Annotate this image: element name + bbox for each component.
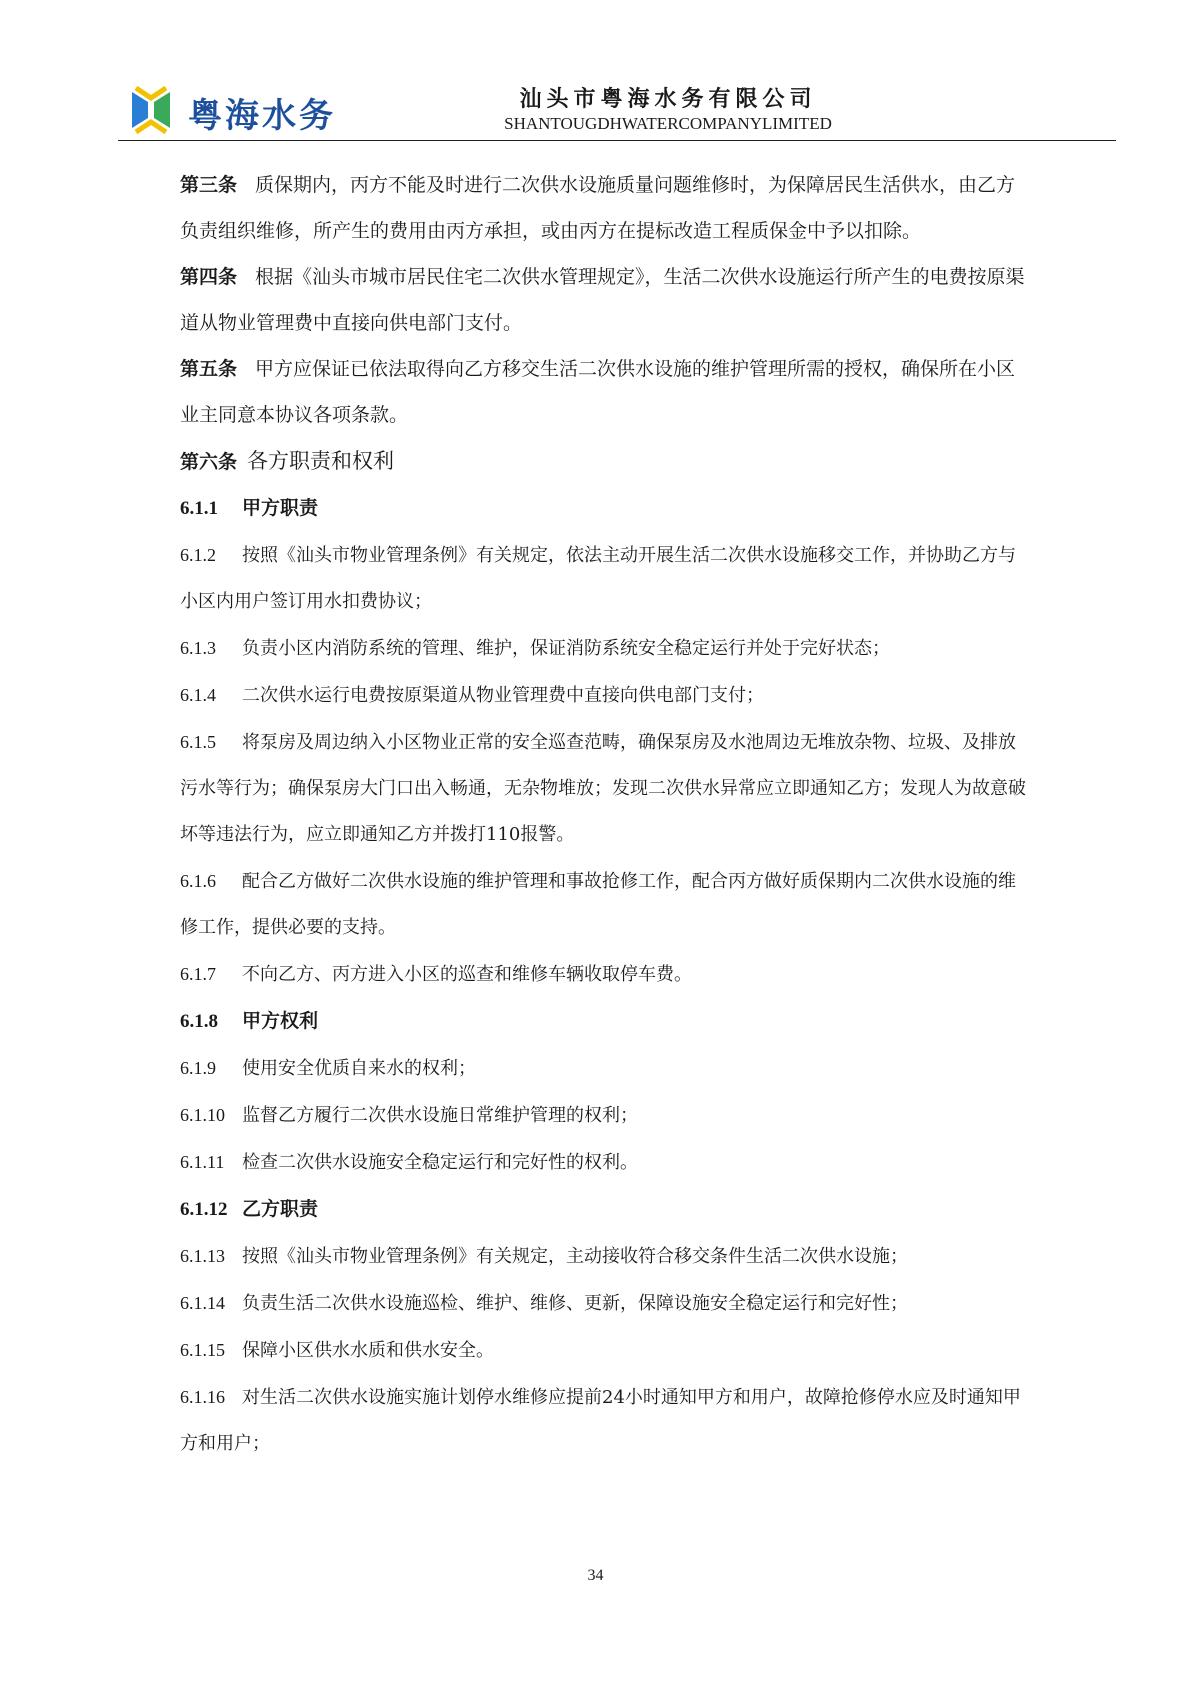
item-text: 保障小区供水水质和供水安全。 xyxy=(242,1340,494,1361)
item-number: 6.1.12 xyxy=(180,1199,228,1220)
item-text: 按照《汕头市物业管理条例》有关规定，主动接收符合移交条件生活二次供水设施； xyxy=(242,1246,908,1267)
list-item xyxy=(180,719,1030,858)
item-number: 6.1.9 xyxy=(180,1058,216,1078)
article-title: 各方职责和权利 xyxy=(247,449,395,473)
logo-text: 粤海水务 xyxy=(188,96,336,136)
item-text: 按照《汕头市物业管理条例》有关规定，依法主动开展生活二次供水设施移交工作，并协助乙方与小区内用户签订用水扣费协议； xyxy=(180,545,1016,612)
item-text: 将泵房及周边纳入小区物业正常的安全巡查范畴，确保泵房及水池周边无堆放杂物、垃圾、及排放污水等行为；确保泵房大门口出入畅通，无杂物堆放；发现二次供水异常应立即通知乙方；发现人为故意破坏等违法行为，应立即通知乙方并拨打110报警。 xyxy=(180,732,1026,845)
item-text: 不向乙方、丙方进入小区的巡查和维修车辆收取停车费。 xyxy=(242,964,692,985)
item-number: 6.1.1 xyxy=(180,498,218,519)
list-item xyxy=(180,1139,1030,1186)
document-body xyxy=(180,162,1030,1467)
item-number: 6.1.3 xyxy=(180,638,216,658)
list-item xyxy=(180,1045,1030,1092)
item-number: 6.1.14 xyxy=(180,1293,225,1313)
item-text: 对生活二次供水设施实施计划停水维修应提前24小时通知甲方和用户，故障抢修停水应及时通知甲方和用户； xyxy=(180,1387,1021,1454)
list-item xyxy=(180,625,1030,672)
item-number: 6.1.7 xyxy=(180,964,216,984)
item-number: 6.1.4 xyxy=(180,685,216,705)
article-text: 甲方应保证已依法取得向乙方移交生活二次供水设施的维护管理所需的授权，确保所在小区业主同意本协议各项条款。 xyxy=(180,358,1016,426)
section-heading xyxy=(180,1186,1030,1233)
list-item xyxy=(180,1280,1030,1327)
article-label: 第四条 xyxy=(180,266,238,288)
item-number: 6.1.6 xyxy=(180,871,216,891)
item-text: 乙方职责 xyxy=(242,1198,319,1220)
list-item xyxy=(180,1374,1030,1467)
item-number: 6.1.5 xyxy=(180,732,216,752)
article-text: 质保期内，丙方不能及时进行二次供水设施质量问题维修时，为保障居民生活供水，由乙方负责组织维修，所产生的费用由丙方承担，或由丙方在提标改造工程质保金中予以扣除。 xyxy=(180,174,1016,242)
item-text: 监督乙方履行二次供水设施日常维护管理的权利； xyxy=(242,1105,638,1126)
list-item xyxy=(180,858,1030,951)
list-item xyxy=(180,1092,1030,1139)
company-name-en: SHANTOUGDHWATERCOMPANYLIMITED xyxy=(504,114,832,133)
item-text: 甲方权利 xyxy=(242,1010,319,1032)
article-4 xyxy=(180,254,1030,346)
item-text: 检查二次供水设施安全稳定运行和完好性的权利。 xyxy=(242,1152,638,1173)
header-divider xyxy=(118,140,1116,141)
item-number: 6.1.10 xyxy=(180,1105,225,1125)
article-6 xyxy=(180,438,1030,485)
item-text: 二次供水运行电费按原渠道从物业管理费中直接向供电部门支付； xyxy=(242,685,764,706)
item-number: 6.1.15 xyxy=(180,1340,225,1360)
section-heading xyxy=(180,998,1030,1045)
item-number: 6.1.13 xyxy=(180,1246,225,1266)
page-header xyxy=(118,78,1116,140)
item-number: 6.1.8 xyxy=(180,1011,218,1032)
item-number: 6.1.16 xyxy=(180,1387,225,1407)
page-number: 34 xyxy=(587,1567,604,1584)
list-item xyxy=(180,672,1030,719)
article-3 xyxy=(180,162,1030,254)
company-logo-icon xyxy=(128,84,174,136)
article-text: 根据《汕头市城市居民住宅二次供水管理规定》，生活二次供水设施运行所产生的电费按原渠道从物业管理费中直接向供电部门支付。 xyxy=(180,266,1025,334)
article-label: 第六条 xyxy=(180,451,238,473)
item-text: 负责生活二次供水设施巡检、维护、维修、更新，保障设施安全稳定运行和完好性； xyxy=(242,1293,908,1314)
item-text: 甲方职责 xyxy=(242,497,319,519)
article-label: 第五条 xyxy=(180,358,238,380)
item-number: 6.1.11 xyxy=(180,1152,225,1172)
article-label: 第三条 xyxy=(180,174,238,196)
item-text: 负责小区内消防系统的管理、维护，保证消防系统安全稳定运行并处于完好状态； xyxy=(242,638,890,659)
list-item xyxy=(180,951,1030,998)
item-text: 配合乙方做好二次供水设施的维护管理和事故抢修工作，配合丙方做好质保期内二次供水设施的维修工作，提供必要的支持。 xyxy=(180,871,1016,938)
article-5 xyxy=(180,346,1030,438)
list-item xyxy=(180,1327,1030,1374)
list-item xyxy=(180,1233,1030,1280)
section-heading xyxy=(180,485,1030,532)
list-item xyxy=(180,532,1030,625)
company-name-cn: 汕头市粤海水务有限公司 xyxy=(519,87,817,112)
item-number: 6.1.2 xyxy=(180,545,216,565)
item-text: 使用安全优质自来水的权利； xyxy=(242,1058,476,1079)
